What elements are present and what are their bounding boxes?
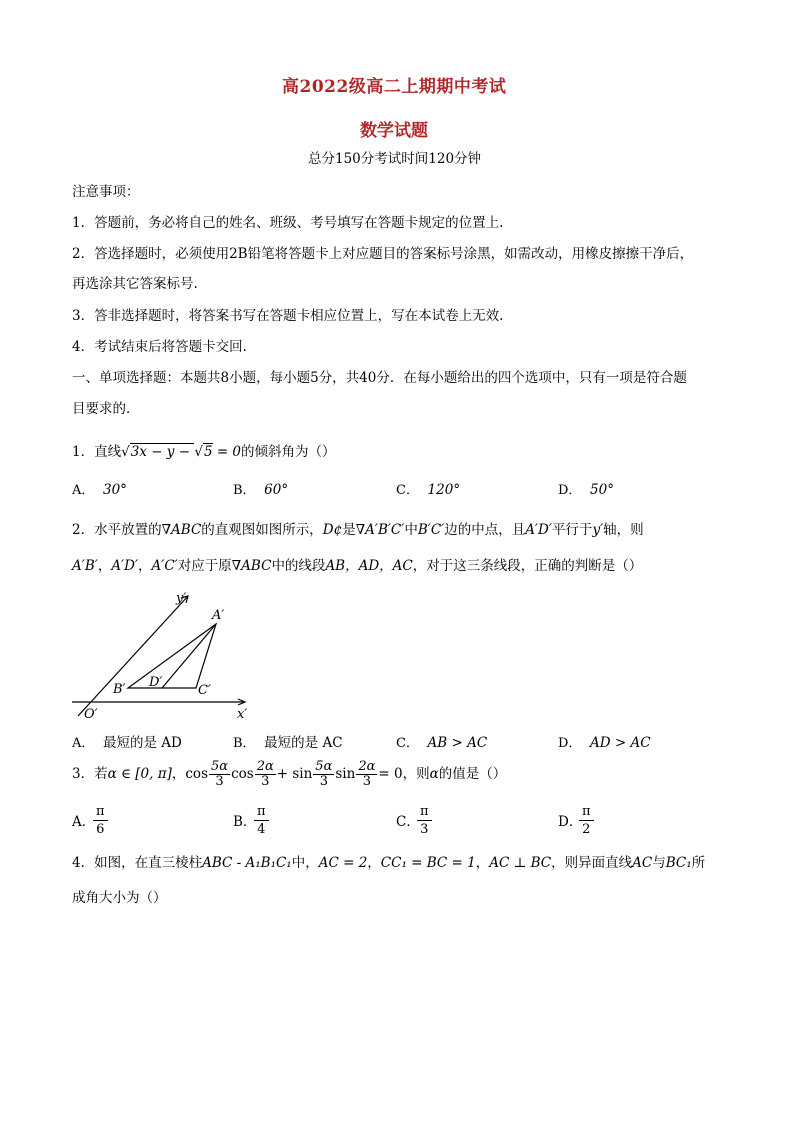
label-c: C′	[198, 683, 211, 698]
label-a: A′	[212, 608, 225, 623]
q2-option-d[interactable]: D． AD > AC	[558, 735, 651, 751]
q3-option-a-label[interactable]: A．	[72, 814, 96, 830]
q1-prefix: 1．直线	[72, 444, 122, 460]
q3-frac-3: $\frac{5\alpha}{3}$	[315, 759, 333, 789]
q1-equation: √3x − y − √5 = 0	[121, 444, 242, 460]
question-1	[72, 442, 336, 462]
note-item-1: 1．答题前，务必将自己的姓名、班级、考号填写在答题卡规定的位置上.	[72, 215, 504, 231]
q1-suffix: 的倾斜角为（）	[241, 444, 336, 460]
label-y: y′	[176, 591, 187, 606]
q3-option-c-label[interactable]: C．	[396, 814, 420, 830]
q1-option-d[interactable]: D． 50°	[558, 482, 614, 498]
q2-option-c[interactable]: C． AB > AC	[396, 735, 488, 751]
exam-title: 高2022级高二上期期中考试	[282, 77, 507, 97]
note-item-3: 3．答非选择题时，将答案书写在答题卡相应位置上，写在本试卷上无效.	[72, 308, 504, 324]
label-b: B′	[113, 682, 126, 697]
q3-frac-1: $\frac{5\alpha}{3}$	[211, 759, 229, 789]
q3-option-a-value[interactable]: $\frac{\pi}{6}$	[93, 803, 108, 838]
triangle-abc	[128, 624, 216, 688]
question-2-line2: A′B′，A′D′，A′C′对应于原∇ABC中的线段AB，AD，AC，对于这三条线段，正确的判断是（）	[72, 558, 643, 574]
q2-option-a[interactable]: A． 最短的是 AD	[72, 735, 182, 751]
question-3: 3．若α ∈ [0, π]，cos $\frac{5\alpha}{3}$ cos $\frac{2\alpha}{3}$ + sin $\frac{5\alpha}{3}$ sin $\frac{2\alpha}{3}$ = 0，则α的值是（）	[72, 759, 507, 789]
note-item-4: 4．考试结束后将答题卡交回.	[72, 339, 247, 355]
question-2-line1: 2．水平放置的∇ABC的直观图如图所示，D¢是∇A′B′C′中B′C′边的中点，且A′D′平行于y′轴，则	[72, 522, 644, 538]
q2-figure	[66, 586, 266, 726]
q2-option-b[interactable]: B． 最短的是 AC	[233, 735, 343, 751]
q3-option-d-label[interactable]: D．	[558, 814, 583, 830]
exam-subtitle: 数学试题	[360, 121, 428, 141]
label-x: x′	[237, 707, 248, 722]
section-heading: 一、单项选择题：本题共8小题，每小题5分，共40分．在每小题给出的四个选项中，只有一项是符合题	[72, 370, 687, 386]
note-item-2: 2．答选择题时，必须使用2B铅笔将答题卡上对应题目的答案标号涂黑，如需改动，用橡皮擦擦干净后，	[72, 246, 694, 262]
q1-option-b[interactable]: B． 60°	[233, 482, 289, 498]
q3-option-c-value[interactable]: $\frac{\pi}{3}$	[417, 803, 432, 838]
q3-frac-4: $\frac{2\alpha}{3}$	[358, 759, 376, 789]
q1-option-a[interactable]: A． 30°	[72, 482, 127, 498]
q3-frac-2: $\frac{2\alpha}{3}$	[256, 759, 274, 789]
note-item-2-cont: 再选涂其它答案标号.	[72, 276, 198, 292]
q3-option-d-value[interactable]: $\frac{\pi}{2}$	[579, 803, 594, 838]
label-o: O′	[84, 707, 98, 722]
section-heading-cont: 目要求的．	[72, 401, 140, 417]
segment-ad	[162, 624, 216, 688]
q3-option-b-label[interactable]: B．	[233, 814, 257, 830]
q1-option-c[interactable]: C． 120°	[396, 482, 461, 498]
question-4-line2: 成角大小为（）	[72, 890, 167, 906]
label-d: D′	[149, 675, 163, 690]
exam-meta: 总分150分考试时间120分钟	[308, 151, 482, 167]
notes-heading: 注意事项：	[72, 184, 140, 200]
question-4-line1: 4．如图，在直三棱柱ABC - A₁B₁C₁中，AC = 2，CC₁ = BC = 1，AC ⊥ BC，则异面直线AC与BC₁所	[72, 855, 706, 871]
q3-option-b-value[interactable]: $\frac{\pi}{4}$	[254, 803, 269, 838]
